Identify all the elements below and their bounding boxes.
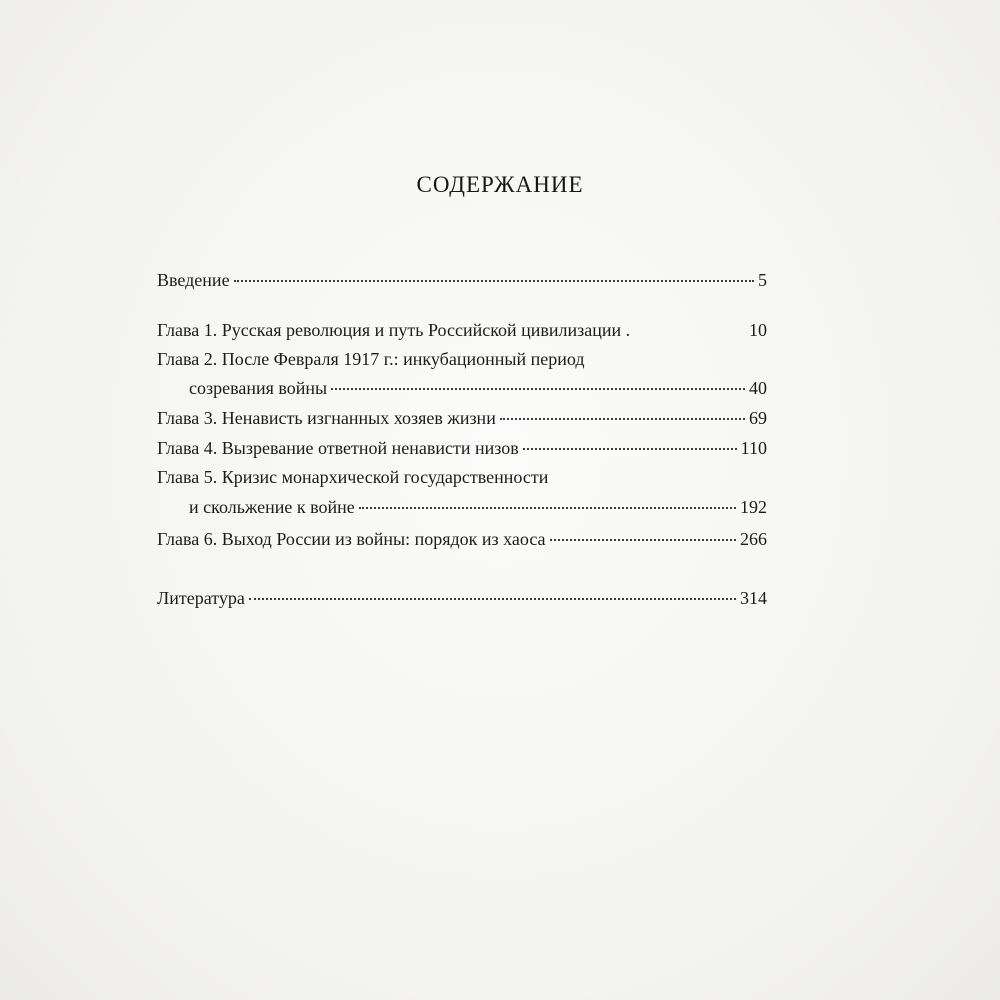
toc-entry-page: 69	[749, 408, 767, 428]
toc-entry-page: 5	[758, 270, 767, 290]
toc-entry-page: 314	[740, 588, 767, 608]
toc-entry-literature	[157, 584, 767, 612]
toc-entry-chapter-6	[157, 525, 767, 553]
toc-entry-title: Введение	[157, 270, 230, 290]
leader-dots	[234, 280, 754, 282]
toc-entry-page: 10	[749, 320, 767, 340]
leader-dots	[500, 418, 745, 420]
toc-entry-chapter-3	[157, 404, 767, 432]
leader-dots	[249, 598, 736, 600]
toc-entry-introduction	[157, 266, 767, 294]
toc-entry-title: Глава 5. Кризис монархической государственности	[157, 467, 549, 487]
toc-entry-title: Глава 2. После Февраля 1917 г.: инкубационный период	[157, 349, 585, 369]
toc-entry-title: созревания войны	[189, 378, 328, 398]
toc-entry-title: и скольжение к войне	[189, 497, 355, 517]
toc-entry-page: 192	[740, 497, 767, 517]
toc-entry-title: Глава 6. Выход России из войны: порядок из хаоса	[157, 529, 546, 549]
leader-dots	[523, 448, 737, 450]
leader-dots	[550, 539, 736, 541]
toc-entry-chapter-4	[157, 434, 767, 462]
toc-entry-title: Глава 1. Русская революция и путь Российской цивилизации .	[157, 320, 631, 340]
leader-dots	[331, 388, 745, 390]
toc-heading: СОДЕРЖАНИЕ	[416, 172, 584, 197]
leader-dots	[359, 507, 736, 509]
toc-entry-page: 40	[749, 378, 767, 398]
toc-entry-title: Литература	[157, 588, 245, 608]
toc-entry-title: Глава 4. Вызревание ответной ненависти низов	[157, 438, 519, 458]
toc-entry-page: 110	[740, 438, 767, 458]
toc-entry-chapter-1	[157, 316, 767, 344]
toc-entry-chapter-2	[157, 345, 767, 373]
toc-entry-chapter-5-cont	[157, 493, 767, 521]
toc-entry-chapter-2-cont	[157, 374, 767, 402]
toc-entry-title: Глава 3. Ненависть изгнанных хозяев жизни	[157, 408, 496, 428]
toc-entry-chapter-5	[157, 463, 767, 491]
toc-entry-page: 266	[740, 529, 767, 549]
